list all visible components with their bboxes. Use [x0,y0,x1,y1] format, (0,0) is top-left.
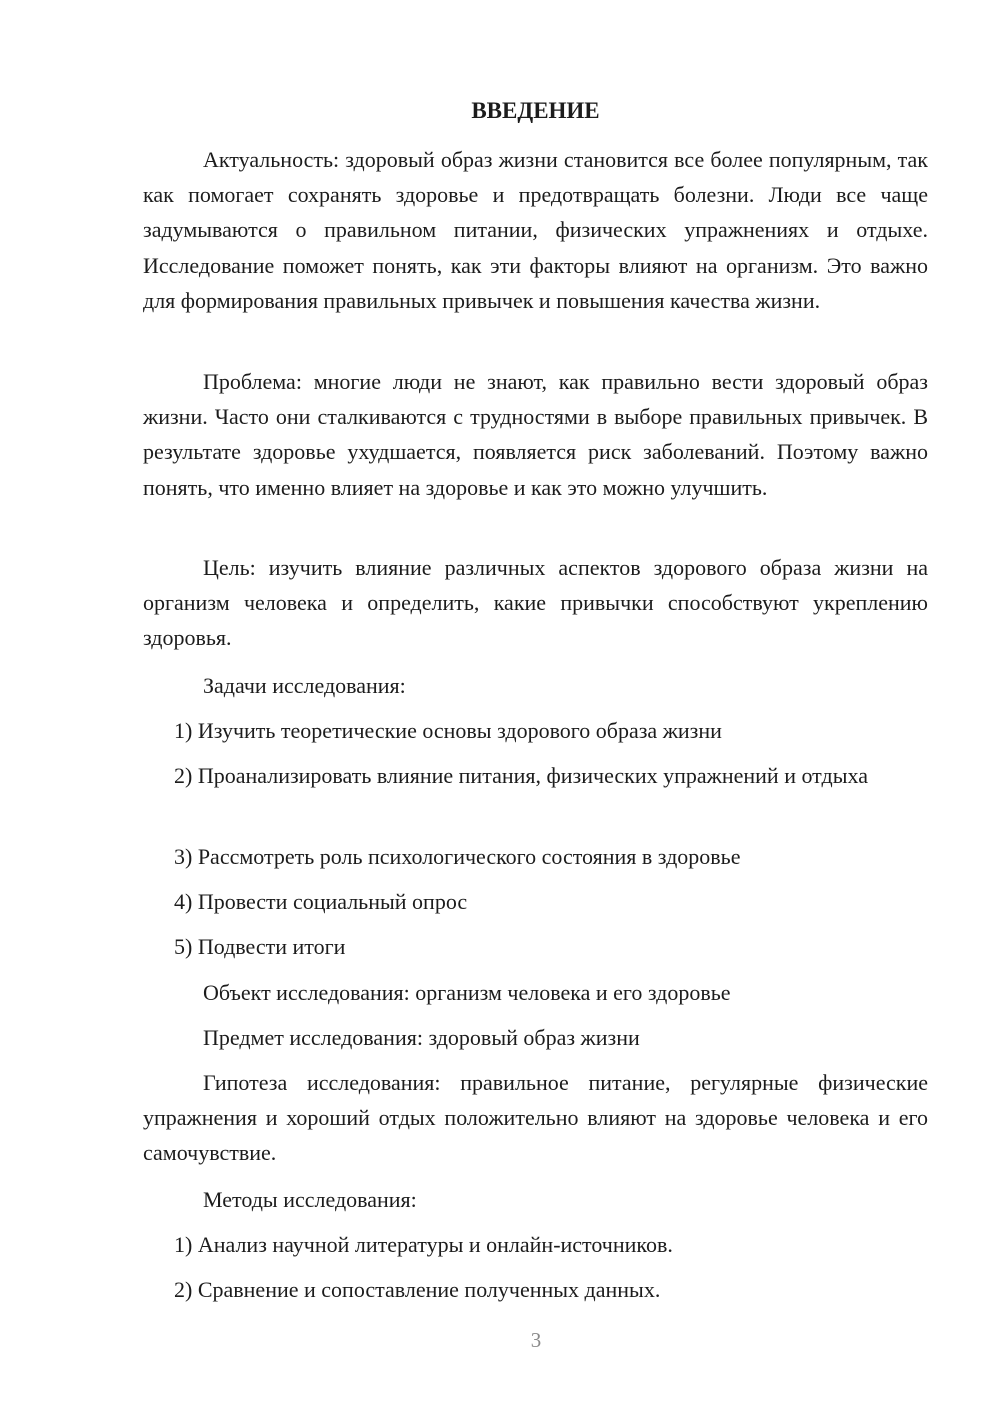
relevance-paragraph: Актуальность: здоровый образ жизни становится все более популярным, так как помогает сохранять здоровье и предотвращать болезни. Люди все чаще задумываются о правильном питании, физических упражнениях и отдыхе. Исследование поможет понять, как эти факторы влияют на организм. Это важно для формирования правильных привычек и повышения качества жизни. [143,147,928,313]
methods-heading: Методы исследования: [203,1187,417,1212]
task-item-5: 5) Подвести итоги [174,934,346,959]
hypothesis-paragraph: Гипотеза исследования: правильное питание, регулярные физические упражнения и хороший отдых положительно влияют на здоровье человека и его самочувствие. [143,1070,928,1166]
method-item-1: 1) Анализ научной литературы и онлайн-источников. [174,1232,673,1257]
task-item-1: 1) Изучить теоретические основы здорового образа жизни [174,718,722,743]
subject-line: Предмет исследования: здоровый образ жизни [203,1025,640,1050]
method-item-2: 2) Сравнение и сопоставление полученных данных. [174,1277,661,1302]
page-number: 3 [530,1328,542,1352]
goal-paragraph: Цель: изучить влияние различных аспектов здорового образа жизни на организм человека и определить, какие привычки способствуют укреплению здоровья. [143,555,928,651]
object-line: Объект исследования: организм человека и его здоровье [203,980,731,1005]
tasks-heading: Задачи исследования: [203,673,406,698]
page-title: ВВЕДЕНИЕ [471,98,600,123]
task-item-4: 4) Провести социальный опрос [174,889,468,914]
problem-paragraph: Проблема: многие люди не знают, как правильно вести здоровый образ жизни. Часто они сталкиваются с трудностями в выборе правильных привычек. В результате здоровье ухудшается, появляется риск заболеваний. Поэтому важно понять, что именно влияет на здоровье и как это можно улучшить. [143,369,928,500]
task-item-3: 3) Рассмотреть роль психологического состояния в здоровье [174,844,741,869]
task-item-2: 2) Проанализировать влияние питания, физических упражнений и отдыха [174,763,868,788]
